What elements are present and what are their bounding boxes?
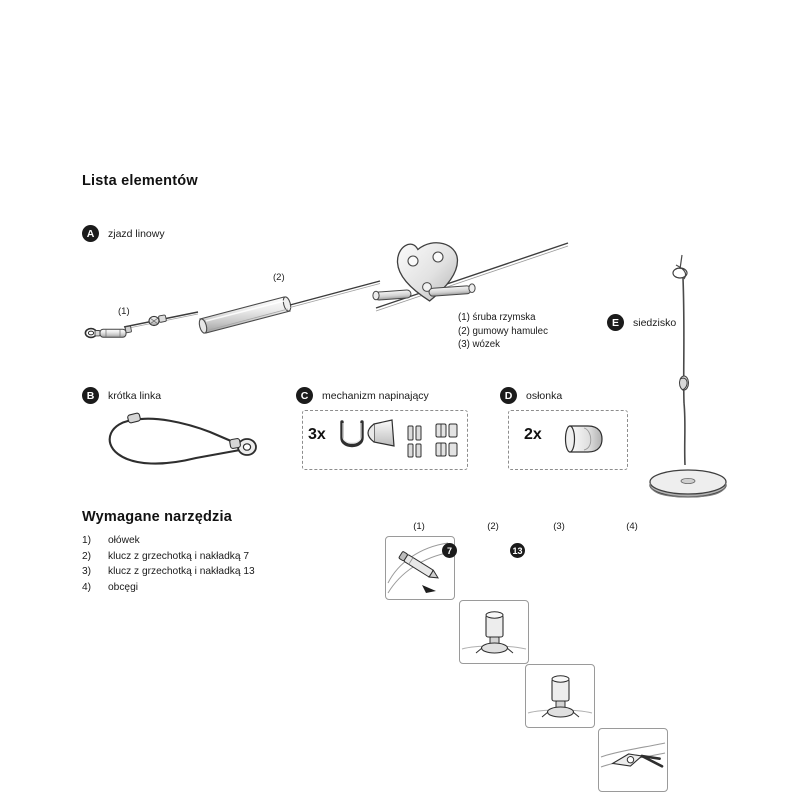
tools-list bbox=[82, 533, 342, 595]
callout-2: (2) bbox=[273, 272, 285, 283]
step-thumb-4 bbox=[598, 728, 668, 792]
trolley-part bbox=[373, 242, 475, 303]
tools-title: Wymagane narzędzia bbox=[82, 509, 232, 525]
turnbuckle-part bbox=[85, 326, 131, 337]
tool-label-3: klucz z grzechotką i nakładką 13 bbox=[108, 566, 255, 577]
tool-row-4 bbox=[82, 580, 342, 596]
tool-label-4: obcęgi bbox=[108, 581, 139, 593]
socket-13-drawing bbox=[526, 665, 594, 727]
tool-number-4: 4) bbox=[82, 581, 92, 593]
part-label-b: krótka linka bbox=[108, 389, 162, 402]
tool-number-3: 3) bbox=[82, 566, 92, 577]
legend-item-3: (3) wózek bbox=[458, 339, 500, 350]
part-label-d: osłonka bbox=[526, 389, 563, 402]
seat-drawing bbox=[640, 253, 760, 523]
tool-row-1 bbox=[82, 533, 342, 549]
tool-label-2: klucz z grzechotką i nakładką 7 bbox=[108, 550, 249, 562]
short-rope-drawing bbox=[92, 408, 272, 478]
legend-item-1: (1) śruba rzymska bbox=[458, 312, 536, 323]
part-c-quantity: 3x bbox=[308, 426, 326, 443]
tool-row-3 bbox=[82, 564, 342, 580]
part-label-c: mechanizm napinający bbox=[322, 389, 429, 402]
tool-label-1: ołówek bbox=[108, 535, 140, 546]
legend-list bbox=[458, 311, 548, 352]
tensioner-drawing bbox=[336, 416, 462, 464]
part-badge-d: D bbox=[500, 387, 517, 404]
part-label-e: siedzisko bbox=[633, 316, 677, 329]
socket-7-drawing bbox=[460, 601, 528, 663]
part-badge-e: E bbox=[607, 314, 624, 331]
step-thumb-3 bbox=[525, 664, 595, 728]
tool-row-2 bbox=[82, 549, 342, 565]
callout-1: (1) bbox=[118, 306, 130, 317]
part-badge-b: B bbox=[82, 387, 99, 404]
cable-clamp bbox=[149, 315, 166, 326]
tool-number-2: 2) bbox=[82, 550, 92, 562]
part-d-quantity: 2x bbox=[524, 426, 542, 443]
part-item-b bbox=[82, 387, 161, 404]
part-badge-a: A bbox=[82, 225, 99, 242]
seat-illustration bbox=[640, 253, 760, 523]
step-caption-4: (4) bbox=[626, 521, 638, 532]
part-item-d bbox=[500, 387, 562, 404]
step-marker-7: 7 bbox=[442, 543, 457, 558]
step-caption-3: (3) bbox=[553, 521, 565, 532]
step-marker-13: 13 bbox=[510, 543, 525, 558]
page-title: Lista elementów bbox=[82, 173, 198, 189]
part-label-a: zjazd linowy bbox=[108, 227, 165, 240]
step-caption-2: (2) bbox=[487, 521, 499, 532]
part-badge-c: C bbox=[296, 387, 313, 404]
legend-item-2: (2) gumowy hamulec bbox=[458, 325, 548, 337]
part-item-c bbox=[296, 387, 429, 404]
cover-drawing bbox=[562, 420, 622, 460]
cover-illustration bbox=[562, 420, 622, 460]
step-thumb-2 bbox=[459, 600, 529, 664]
rubber-brake bbox=[198, 296, 292, 334]
tool-number-1: 1) bbox=[82, 535, 92, 546]
tensioner-illustration bbox=[336, 416, 462, 464]
step-caption-1: (1) bbox=[413, 521, 425, 532]
short-rope-illustration bbox=[92, 408, 272, 478]
pliers-drawing bbox=[599, 729, 667, 791]
